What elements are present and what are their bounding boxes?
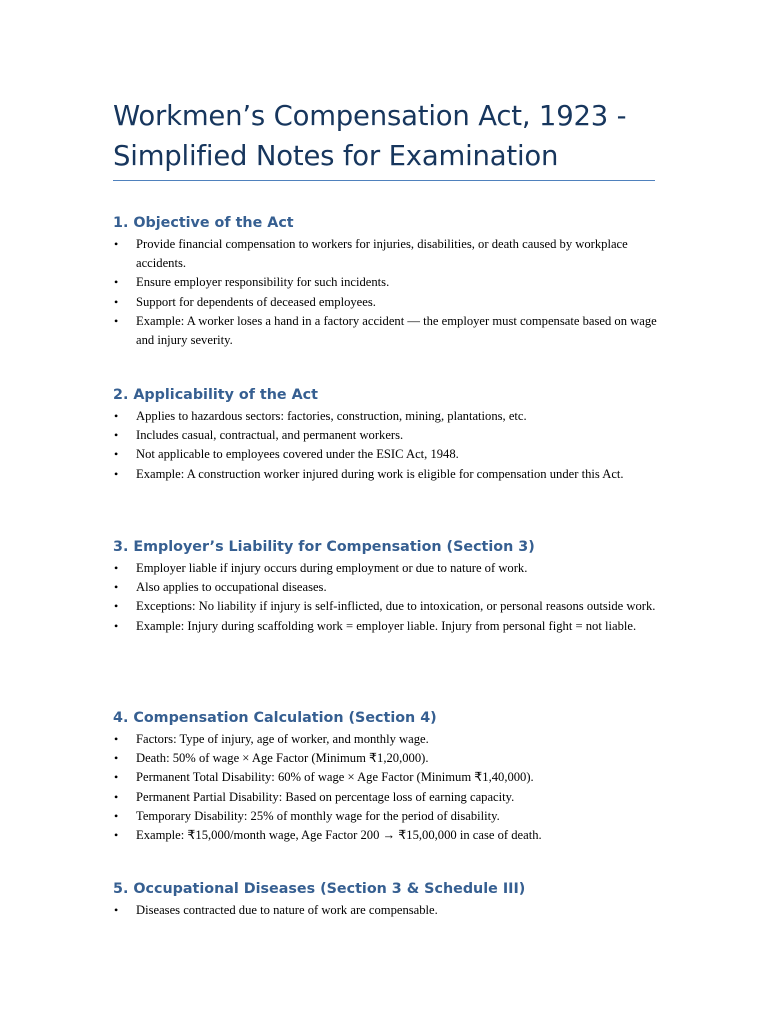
- bullet-icon: •: [114, 561, 119, 575]
- section-compensation-calculation: [113, 707, 658, 845]
- list-item-text: Support for dependents of deceased employees.: [136, 294, 376, 309]
- bullet-icon: •: [114, 618, 119, 633]
- bullet-icon: •: [114, 275, 119, 290]
- list-item: [113, 597, 658, 616]
- bullet-icon: •: [114, 828, 119, 843]
- list-item: [113, 445, 658, 464]
- list-item: [113, 559, 658, 578]
- title-line-2: Simplified Notes for Examination: [113, 140, 559, 172]
- list-item-text: Example: Injury during scaffolding work = employer liable. Injury from personal fight = not liable.: [136, 618, 637, 633]
- list-item: [113, 617, 658, 636]
- bullet-icon: •: [114, 428, 119, 443]
- list-item-text: Applies to hazardous sectors: factories, construction, mining, plantations, etc.: [136, 409, 527, 423]
- list-item: [113, 807, 658, 826]
- section-heading: 5. Occupational Diseases (Section 3 & Schedule III): [113, 881, 526, 897]
- bullet-list: [113, 901, 658, 920]
- list-item-text: Exceptions: No liability if injury is self-inflicted, due to intoxication, or personal reasons outside work.: [136, 599, 656, 614]
- bullet-icon: •: [114, 751, 119, 766]
- section-heading: 2. Applicability of the Act: [113, 387, 318, 403]
- list-item: [113, 730, 658, 749]
- list-item-text: Permanent Partial Disability: Based on percentage loss of earning capacity.: [136, 789, 515, 804]
- list-item-text: Provide financial compensation to workers for injuries, disabilities, or death caused by workplace accidents.: [136, 237, 628, 271]
- bullet-icon: •: [114, 313, 119, 328]
- list-item-text: Not applicable to employees covered under the ESIC Act, 1948.: [136, 447, 459, 462]
- list-item-text: Example: ₹15,000/month wage, Age Factor 200 → ₹15,00,000 in case of death.: [136, 828, 542, 843]
- list-item-text: Example: A construction worker injured during work is eligible for compensation under this Act.: [136, 466, 624, 481]
- title-underline-divider: [113, 180, 655, 181]
- bullet-icon: •: [114, 903, 119, 917]
- list-item: [113, 465, 658, 484]
- section-applicability: [113, 384, 658, 484]
- bullet-list: [113, 407, 658, 484]
- title-line-1: Workmen’s Compensation Act, 1923 -: [113, 100, 627, 132]
- list-item: [113, 901, 658, 920]
- list-item-text: Temporary Disability: 25% of monthly wage for the period of disability.: [136, 808, 500, 823]
- page-title: [113, 96, 673, 176]
- list-item-text: Also applies to occupational diseases.: [136, 580, 327, 595]
- bullet-icon: •: [114, 447, 119, 462]
- list-item: [113, 788, 658, 807]
- bullet-icon: •: [114, 808, 119, 823]
- list-item: [113, 273, 658, 292]
- bullet-icon: •: [114, 789, 119, 804]
- list-item: [113, 407, 658, 426]
- list-item-text: Diseases contracted due to nature of work are compensable.: [136, 903, 438, 917]
- section-employer-liability: [113, 536, 658, 636]
- list-item: [113, 749, 658, 768]
- section-heading: 3. Employer’s Liability for Compensation (Section 3): [113, 539, 535, 555]
- list-item-text: Death: 50% of wage × Age Factor (Minimum ₹1,20,000).: [136, 751, 429, 766]
- list-item-text: Factors: Type of injury, age of worker, and monthly wage.: [136, 732, 429, 746]
- section-objective: [113, 212, 658, 350]
- bullet-list: [113, 730, 658, 845]
- list-item-text: Ensure employer responsibility for such incidents.: [136, 275, 390, 290]
- bullet-icon: •: [114, 732, 119, 746]
- list-item-text: Example: A worker loses a hand in a factory accident — the employer must compensate based on wage and injury severity.: [136, 313, 657, 348]
- bullet-icon: •: [114, 294, 119, 309]
- bullet-icon: •: [114, 770, 119, 785]
- list-item-text: Includes casual, contractual, and permanent workers.: [136, 428, 404, 443]
- list-item: [113, 826, 658, 845]
- bullet-list: [113, 235, 658, 350]
- bullet-icon: •: [114, 466, 119, 481]
- list-item-text: Employer liable if injury occurs during employment or due to nature of work.: [136, 561, 528, 575]
- bullet-icon: •: [114, 580, 119, 595]
- list-item: [113, 578, 658, 597]
- list-item: [113, 768, 658, 787]
- list-item: [113, 312, 658, 350]
- list-item: [113, 293, 658, 312]
- bullet-icon: •: [114, 237, 119, 251]
- bullet-icon: •: [114, 599, 119, 614]
- bullet-icon: •: [114, 409, 119, 423]
- section-heading: 4. Compensation Calculation (Section 4): [113, 710, 437, 726]
- section-heading: 1. Objective of the Act: [113, 215, 294, 231]
- list-item: [113, 235, 658, 273]
- list-item-text: Permanent Total Disability: 60% of wage × Age Factor (Minimum ₹1,40,000).: [136, 770, 534, 785]
- list-item: [113, 426, 658, 445]
- section-occupational-diseases: [113, 878, 658, 920]
- bullet-list: [113, 559, 658, 636]
